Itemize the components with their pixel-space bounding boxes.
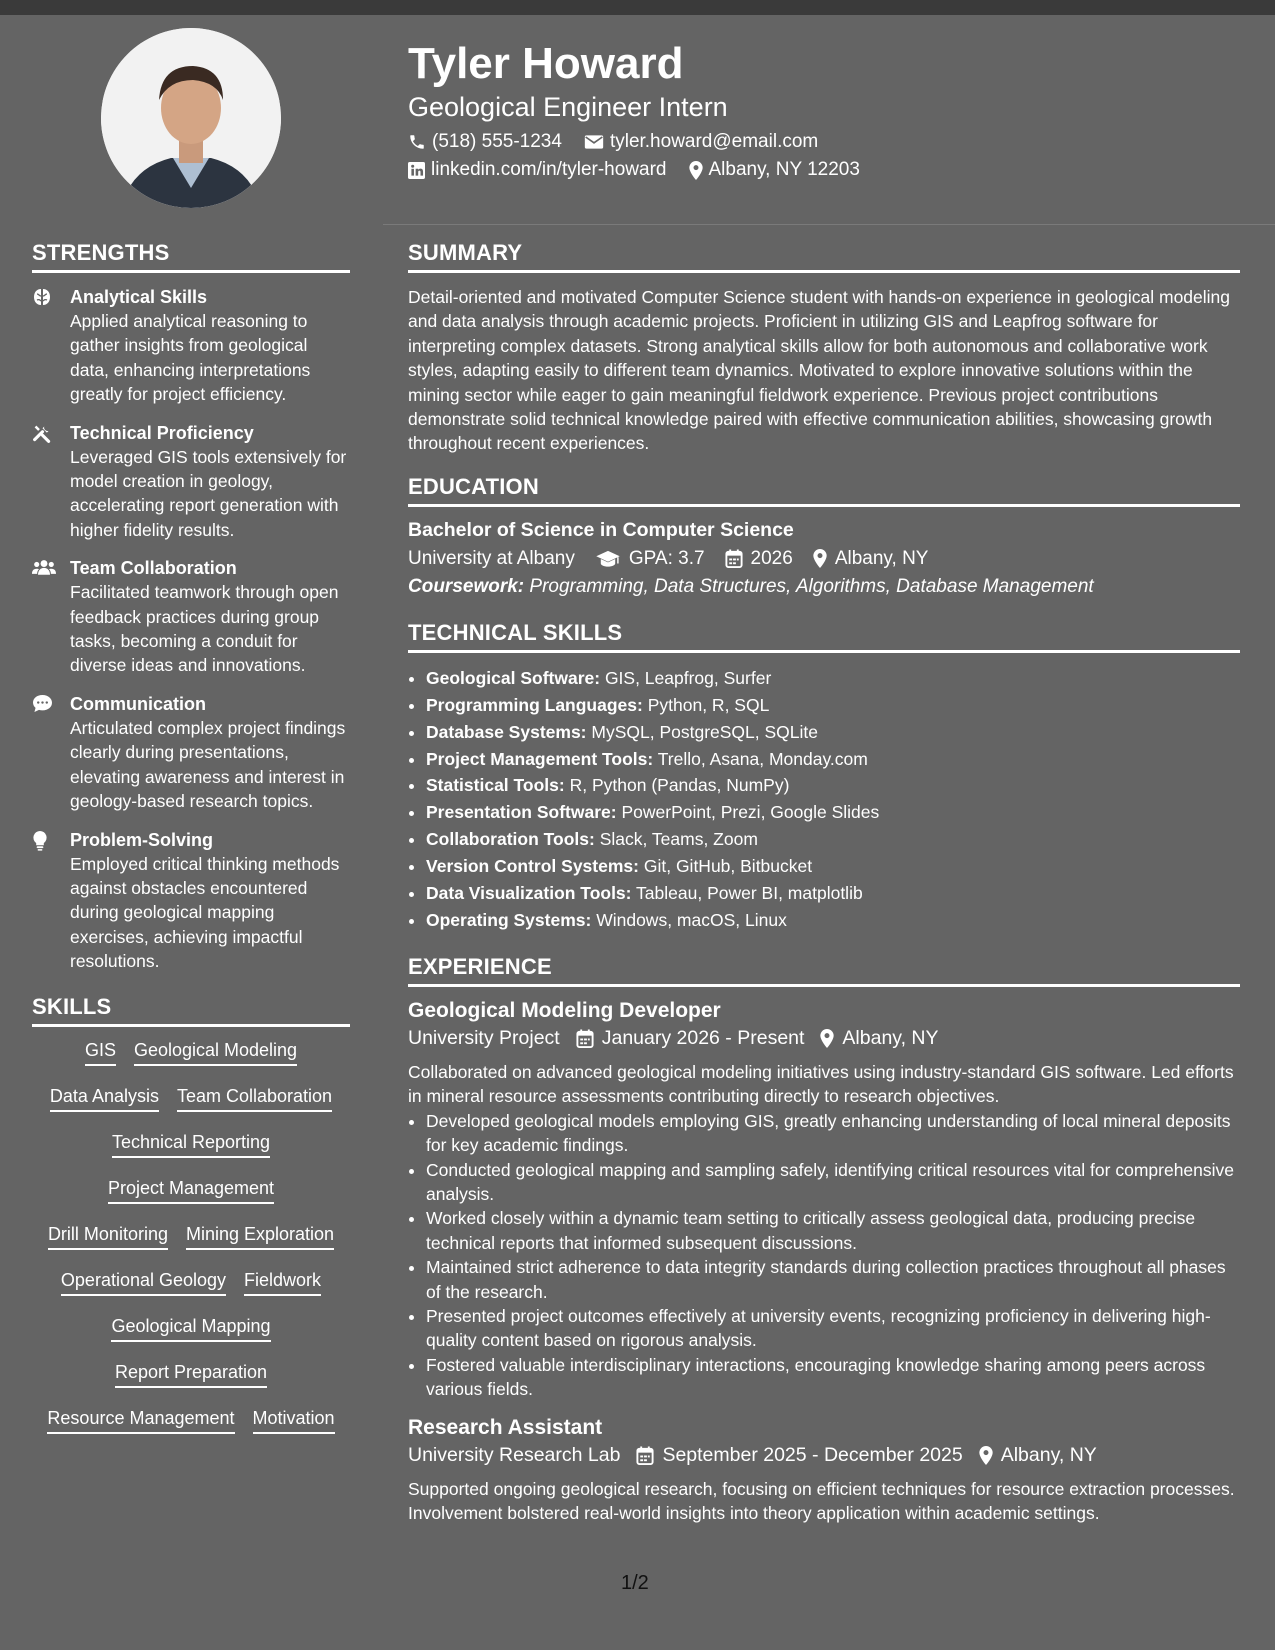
job-title: Geological Modeling Developer bbox=[408, 998, 721, 1022]
linkedin-icon bbox=[408, 162, 425, 179]
skill-tag: Geological Modeling bbox=[134, 1039, 297, 1066]
skill-tag: Project Management bbox=[108, 1177, 274, 1204]
top-bar bbox=[0, 0, 1275, 15]
users-icon bbox=[32, 556, 70, 678]
linkedin-url[interactable]: linkedin.com/in/tyler-howard bbox=[431, 159, 667, 181]
job-entry bbox=[408, 1416, 1240, 1526]
tech-value: Windows, macOS, Linux bbox=[596, 910, 787, 930]
skill-tag: Team Collaboration bbox=[177, 1085, 332, 1112]
list-item bbox=[426, 907, 1240, 934]
graduation-cap-icon bbox=[595, 550, 621, 568]
technical-skills-list bbox=[408, 665, 1240, 934]
list-item bbox=[426, 853, 1240, 880]
tools-icon bbox=[32, 421, 70, 543]
tech-value: Slack, Teams, Zoom bbox=[599, 829, 758, 850]
list-item: • Fostered valuable interdisciplinary interactions, encouraging knowledge sharing among peers across various fields. bbox=[426, 1353, 1240, 1402]
contact-row-1 bbox=[408, 131, 1248, 153]
tech-label: Project Management Tools: bbox=[426, 748, 654, 769]
left-column bbox=[32, 240, 350, 1453]
technical-skills-heading: TECHNICAL SKILLS bbox=[408, 620, 1240, 653]
tech-label: Statistical Tools: bbox=[426, 775, 565, 796]
tech-value: R, Python (Pandas, NumPy) bbox=[569, 775, 790, 796]
job-meta bbox=[408, 1444, 1240, 1467]
email-icon bbox=[584, 134, 604, 150]
skill-line bbox=[32, 1131, 350, 1158]
summary-text: Detail-oriented and motivated Computer Science student with hands-on experience in geological modeling and data analysis through academic projects. Proficient in utilizing GIS and Leapfrog software for interpreting complex datasets. Strong analytical skills allow for both autonomous and collaborative work styles, adapting easily to different team dynamics. Motivated to explore innovative solutions within the mining sector while eager to gain meaningful fieldwork experience. Previous project contributions demonstrate solid technical knowledge paired with effective communication abilities, showcasing growth throughout recent experiences. bbox=[408, 287, 1231, 454]
contact-row-2 bbox=[408, 159, 1248, 181]
chat-icon bbox=[32, 692, 70, 814]
coursework-text: Programming, Data Structures, Algorithms, Database Management bbox=[529, 575, 1094, 597]
location-pin-icon bbox=[820, 1029, 834, 1048]
skill-line bbox=[32, 1315, 350, 1342]
skill-tag: Drill Monitoring bbox=[48, 1223, 168, 1250]
skill-line bbox=[32, 1269, 350, 1296]
tech-value: Trello, Asana, Monday.com bbox=[657, 748, 868, 769]
strength-item bbox=[32, 692, 350, 814]
edu-year: 2026 bbox=[750, 547, 793, 569]
strength-desc: Facilitated teamwork through open feedback practices during group tasks, becoming a conduit for diverse ideas and innovations. bbox=[70, 582, 339, 676]
skill-tag: Operational Geology bbox=[61, 1269, 226, 1296]
list-item: • Developed geological models employing GIS, greatly enhancing understanding of local mineral deposits for key academic findings. bbox=[426, 1109, 1240, 1158]
list-item bbox=[426, 880, 1240, 907]
job-org: University Project bbox=[408, 1026, 560, 1049]
tech-value: PowerPoint, Prezi, Google Slides bbox=[621, 802, 880, 823]
tech-value: Tableau, Power BI, matplotlib bbox=[636, 883, 863, 904]
edu-meta bbox=[408, 548, 1240, 570]
right-column bbox=[408, 240, 1240, 1525]
tech-label: Operating Systems: bbox=[426, 910, 592, 930]
location-pin-icon bbox=[689, 161, 703, 180]
edu-degree: Bachelor of Science in Computer Science bbox=[408, 518, 794, 541]
skill-tag: Motivation bbox=[253, 1407, 335, 1434]
candidate-title: Geological Engineer Intern bbox=[408, 92, 728, 123]
job-location: Albany, NY bbox=[842, 1026, 939, 1049]
strength-item bbox=[32, 828, 350, 974]
job-meta bbox=[408, 1027, 1240, 1050]
header-divider bbox=[383, 224, 1275, 225]
skill-tag: Resource Management bbox=[47, 1407, 234, 1434]
coursework-label: Coursework: bbox=[408, 575, 525, 597]
tech-label: Geological Software: bbox=[426, 667, 601, 688]
skill-tag: GIS bbox=[85, 1039, 116, 1066]
tech-label: Presentation Software: bbox=[426, 802, 617, 823]
strength-desc: Employed critical thinking methods against obstacles encountered during geological mapping exercises, achieving impactful resolutions. bbox=[70, 853, 340, 972]
calendar-icon bbox=[725, 549, 743, 568]
tech-value: Git, GitHub, Bitbucket bbox=[643, 856, 813, 877]
calendar-icon bbox=[636, 1446, 654, 1465]
brain-icon bbox=[32, 285, 70, 407]
phone-number[interactable]: (518) 555-1234 bbox=[432, 131, 562, 153]
list-item bbox=[426, 826, 1240, 853]
skill-tag: Geological Mapping bbox=[111, 1315, 270, 1342]
skill-tag: Mining Exploration bbox=[186, 1223, 334, 1250]
list-item: • Worked closely within a dynamic team setting to critically assess geological data, producing precise technical reports that informed subsequent discussions. bbox=[426, 1206, 1240, 1255]
email-address[interactable]: tyler.howard@email.com bbox=[609, 131, 819, 153]
strength-desc: Applied analytical reasoning to gather insights from geological data, enhancing interpretations greatly for project efficiency. bbox=[70, 311, 311, 405]
strength-item bbox=[32, 556, 350, 678]
skill-line bbox=[32, 1039, 350, 1066]
job-bullets bbox=[408, 1109, 1240, 1402]
strength-title: Communication bbox=[70, 693, 207, 714]
job-entry bbox=[408, 999, 1240, 1402]
avatar bbox=[101, 28, 281, 208]
strength-title: Team Collaboration bbox=[70, 558, 237, 579]
resume-header bbox=[408, 40, 1248, 181]
calendar-icon bbox=[576, 1029, 594, 1048]
profile-photo bbox=[101, 28, 281, 208]
skill-tag: Data Analysis bbox=[50, 1085, 159, 1112]
phone-icon bbox=[408, 133, 426, 151]
strength-desc: Articulated complex project findings clearly during presentations, elevating awareness and interest in geology-based research topics. bbox=[70, 717, 346, 812]
edu-school: University at Albany bbox=[408, 547, 575, 569]
skill-line bbox=[32, 1407, 350, 1434]
edu-location: Albany, NY bbox=[834, 547, 929, 569]
strength-item bbox=[32, 421, 350, 543]
list-item bbox=[426, 772, 1240, 799]
job-title: Research Assistant bbox=[408, 1415, 603, 1439]
strength-desc: Leveraged GIS tools extensively for model creation in geology, accelerating report generation with higher fidelity results. bbox=[70, 446, 347, 540]
strength-item bbox=[32, 285, 350, 407]
strength-title: Technical Proficiency bbox=[70, 422, 254, 443]
job-dates: September 2025 - December 2025 bbox=[662, 1443, 963, 1466]
list-item bbox=[426, 719, 1240, 746]
list-item: • Conducted geological mapping and sampling safely, identifying critical resources vital for comprehensive analysis. bbox=[426, 1158, 1240, 1207]
coursework bbox=[408, 576, 1240, 598]
experience-heading: EXPERIENCE bbox=[408, 954, 1240, 987]
list-item: • Maintained strict adherence to data integrity standards during collection practices throughout all phases of the research. bbox=[426, 1255, 1240, 1304]
job-dates: January 2026 - Present bbox=[601, 1026, 805, 1049]
skill-tag: Technical Reporting bbox=[112, 1131, 270, 1158]
tech-label: Version Control Systems: bbox=[426, 856, 639, 877]
tech-value: GIS, Leapfrog, Surfer bbox=[604, 667, 772, 688]
tech-value: Python, R, SQL bbox=[647, 694, 770, 715]
page-number: 1/2 bbox=[621, 1572, 649, 1594]
tech-label: Collaboration Tools: bbox=[426, 829, 595, 850]
list-item bbox=[426, 746, 1240, 773]
job-location: Albany, NY bbox=[1000, 1443, 1097, 1466]
list-item bbox=[426, 665, 1240, 692]
skill-line bbox=[32, 1361, 350, 1388]
lightbulb-icon bbox=[32, 828, 70, 974]
education-heading: EDUCATION bbox=[408, 474, 1240, 507]
edu-gpa: GPA: 3.7 bbox=[628, 547, 705, 569]
skill-line bbox=[32, 1223, 350, 1250]
candidate-name: Tyler Howard bbox=[408, 39, 684, 88]
job-description: Supported ongoing geological research, focusing on efficient techniques for resource extraction processes. Involvement bolstered real-world insights into theory application within academic settings. bbox=[408, 1478, 1235, 1523]
summary-heading: SUMMARY bbox=[408, 240, 1240, 273]
strengths-heading: STRENGTHS bbox=[32, 240, 350, 273]
location-pin-icon bbox=[979, 1446, 993, 1465]
job-org: University Research Lab bbox=[408, 1443, 621, 1466]
list-item bbox=[426, 799, 1240, 826]
location-pin-icon bbox=[813, 549, 827, 568]
strength-title: Analytical Skills bbox=[70, 287, 208, 307]
skill-line bbox=[32, 1177, 350, 1204]
strength-title: Problem-Solving bbox=[70, 829, 214, 850]
skills-list bbox=[32, 1039, 350, 1434]
location-text: Albany, NY 12203 bbox=[708, 159, 860, 181]
tech-label: Data Visualization Tools: bbox=[426, 883, 632, 904]
tech-value: MySQL, PostgreSQL, SQLite bbox=[591, 721, 818, 742]
tech-label: Programming Languages: bbox=[426, 694, 643, 715]
skill-line bbox=[32, 1085, 350, 1112]
skills-heading: SKILLS bbox=[32, 994, 350, 1027]
skill-tag: Report Preparation bbox=[115, 1361, 267, 1388]
list-item: • Presented project outcomes effectively at university events, recognizing proficiency in delivering high-quality content based on rigorous analysis. bbox=[426, 1304, 1240, 1353]
skill-tag: Fieldwork bbox=[244, 1269, 321, 1296]
tech-label: Database Systems: bbox=[426, 721, 587, 742]
job-description: Collaborated on advanced geological modeling initiatives using industry-standard GIS software. Led efforts in mineral resource assessments contributing directly to research objectives. bbox=[408, 1061, 1234, 1107]
list-item bbox=[426, 692, 1240, 719]
